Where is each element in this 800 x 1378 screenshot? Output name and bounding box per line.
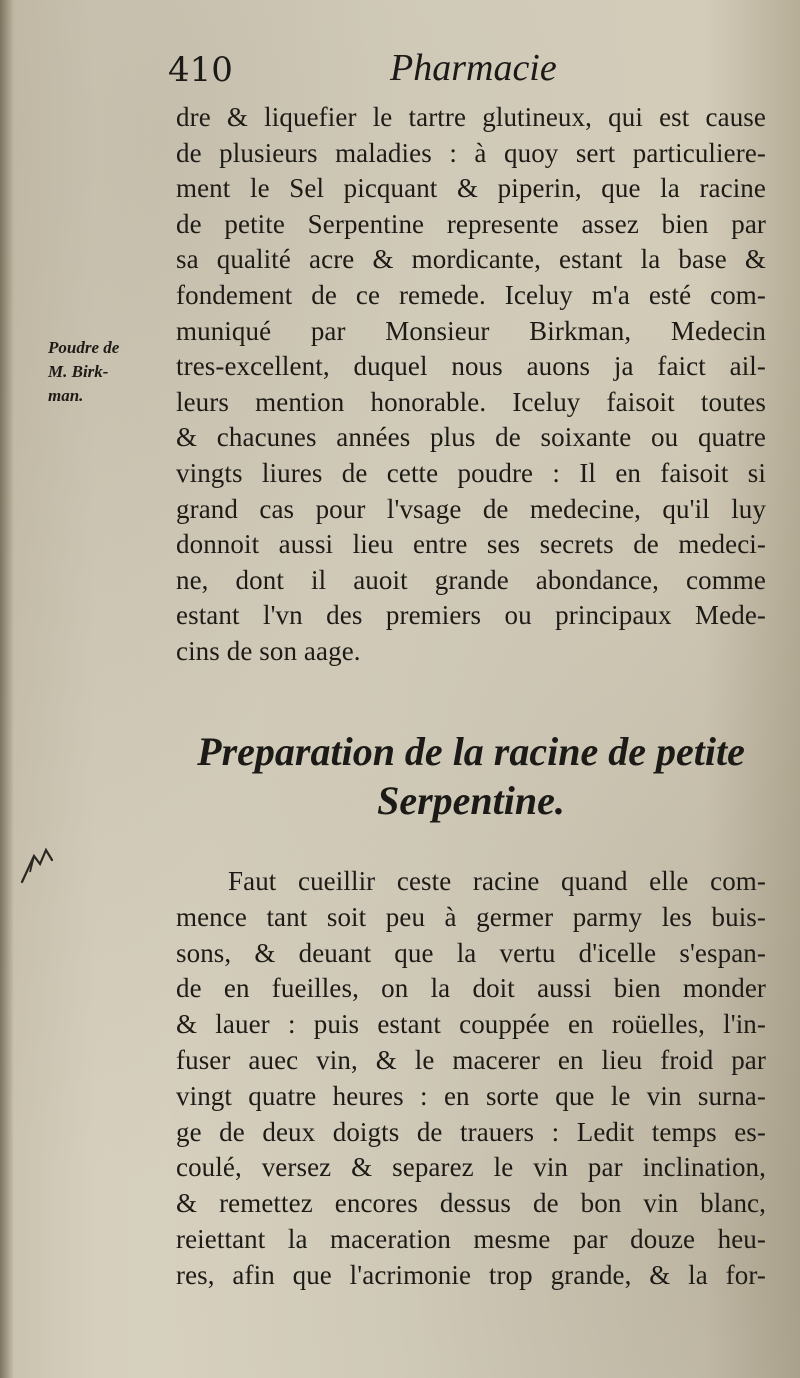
text-line: reiettant la maceration mesme par douze heu-	[176, 1223, 766, 1254]
text-line: de plusieurs maladies : à quoy sert particuliere-	[176, 137, 766, 168]
text-line: ment le Sel picquant & piperin, que la racine	[176, 173, 766, 204]
text-line: dre & liquefier le tartre glutineux, qui est cause	[176, 102, 766, 132]
section-heading: Preparation de la racine de petite	[197, 729, 745, 774]
text-line: muniqué par Monsieur Birkman, Medecin	[176, 315, 766, 346]
text-line: res, afin que l'acrimonie trop grande, & la for-	[176, 1259, 766, 1290]
text-line: ge de deux doigts de trauers : Ledit temps es-	[176, 1116, 766, 1147]
margin-note-line: M. Birk-	[48, 362, 109, 381]
margin-note	[48, 336, 158, 408]
text-line: cins de son aage.	[176, 635, 361, 666]
text-line: mence tant soit peu à germer parmy les buis-	[176, 901, 766, 932]
text-line: estant l'vn des premiers ou principaux Mede-	[176, 600, 766, 631]
text-line: & lauer : puis estant couppée en roüelles, l'in-	[176, 1009, 766, 1040]
text-line: & chacunes années plus de soixante ou quatre	[176, 422, 766, 453]
text-line: ne, dont il auoit grande abondance, comme	[176, 564, 766, 595]
text-line: vingts liures de cette poudre : Il en faisoit si	[176, 457, 766, 488]
text-line: donnoit aussi lieu entre ses secrets de medeci-	[176, 529, 766, 560]
text-line: de en fueilles, on la doit aussi bien monder	[176, 973, 766, 1004]
page-number: 410	[168, 50, 233, 90]
running-title: Pharmacie	[390, 47, 557, 89]
text-line: fondement de ce remede. Iceluy m'a esté com-	[176, 279, 766, 310]
text-line: fuser auec vin, & le macerer en lieu froid par	[176, 1044, 766, 1075]
margin-note-line: man.	[48, 386, 84, 405]
text-line: tres-excellent, duquel nous auons ja faict ail-	[176, 351, 766, 382]
text-line: vingt quatre heures : en sorte que le vin surna-	[176, 1080, 766, 1111]
margin-note-line: Poudre de	[48, 338, 120, 357]
text-line: & remettez encores dessus de bon vin blanc,	[176, 1188, 766, 1219]
text-line: Faut cueillir ceste racine quand elle com-	[228, 866, 766, 896]
section-paragraph	[176, 864, 766, 1294]
text-line: grand cas pour l'vsage de medecine, qu'il luy	[176, 493, 766, 524]
text-line: leurs mention honorable. Iceluy faisoit toutes	[176, 386, 766, 417]
text-line: sa qualité acre & mordicante, estant la base &	[176, 244, 766, 275]
body-paragraph	[176, 100, 766, 670]
page-header	[168, 46, 768, 96]
text-line: de petite Serpentine represente assez bien par	[176, 208, 766, 239]
section-heading-continued: Serpentine.	[377, 778, 565, 823]
page-gutter-shadow	[0, 0, 14, 1378]
manicule-mark-icon	[16, 842, 76, 888]
text-line: sons, & deuant que la vertu d'icelle s'espan-	[176, 937, 766, 968]
text-line: coulé, versez & separez le vin par inclination,	[176, 1152, 766, 1183]
